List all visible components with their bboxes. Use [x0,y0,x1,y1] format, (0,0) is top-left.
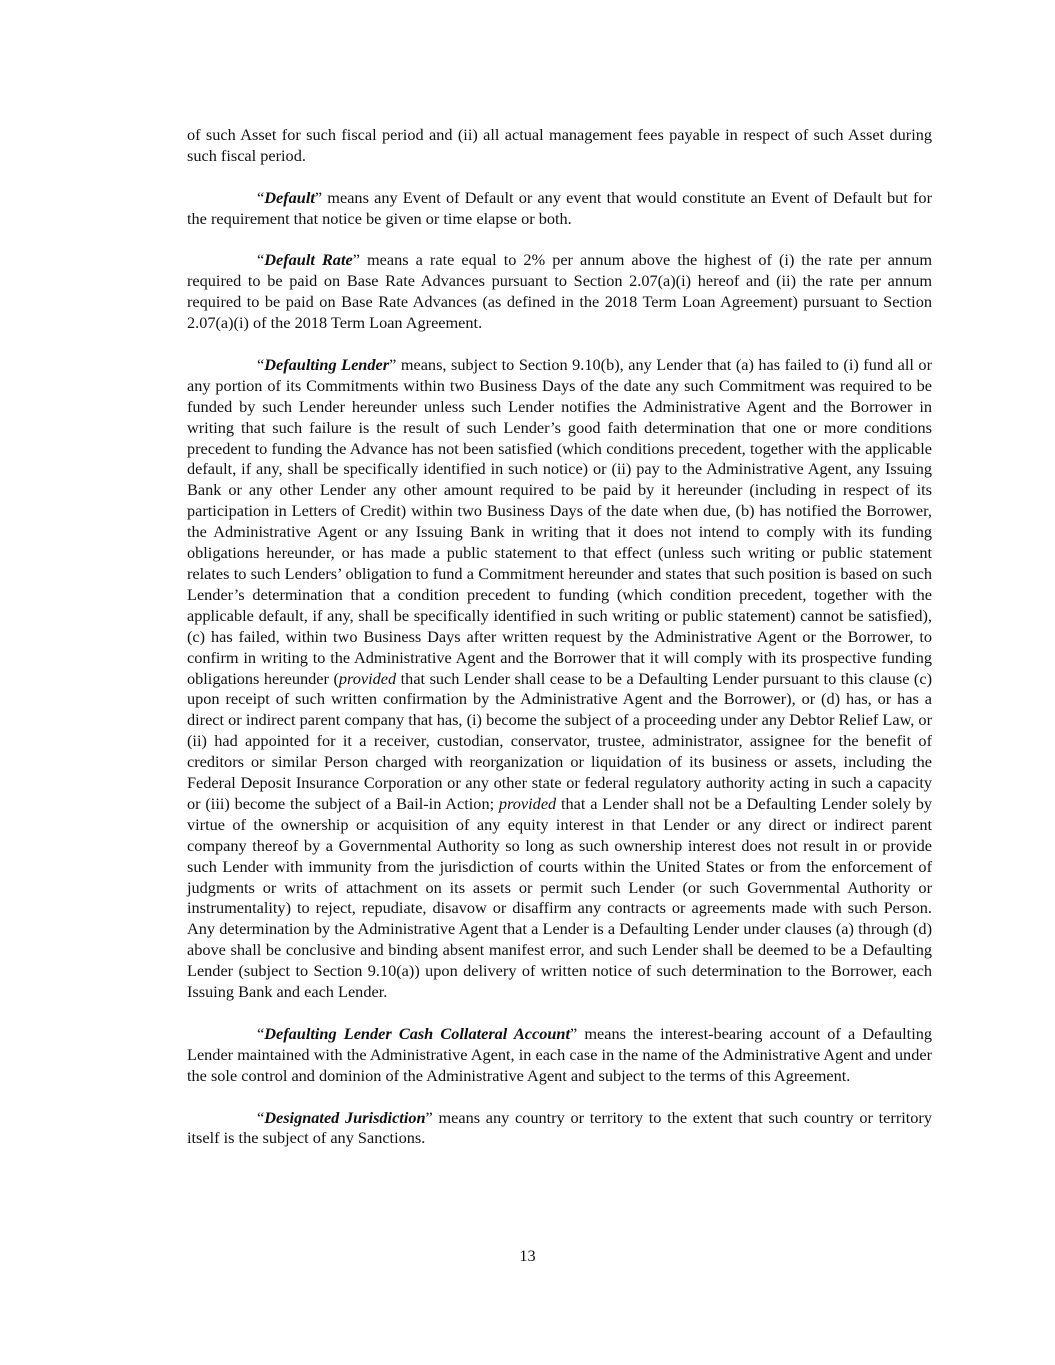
defined-term: Defaulting Lender Cash Collateral Account [264,1023,570,1043]
document-page [187,125,932,1170]
definition-body: means the interest-bearing account of a Defaulting Lender maintained with the Administrative Agent, in each case in the name of the Administrative Agent and under the sole control and dominion of the Administrative Agent and subject to the terms of this Agreement. [187,1023,933,1085]
definition-body-part-2: that such Lender shall cease to be a Defaulting Lender pursuant to this clause (c) upon receipt of such written confirmation by the Administrative Agent and the Borrower), or (d) has, or has a direct or indirect parent company that has, (i) become the subject of a proceeding under any Debtor Relief Law, or (ii) had appointed for it a receiver, custodian, conservator, trustee, administrator, assignee for the benefit of creditors or similar Person charged with reorganization or liquidation of its business or assets, including the Federal Deposit Insurance Corporation or any other state or federal regulatory authority acting in such a capacity or (iii) become the subject of a Bail-in Action; [187,668,932,813]
defined-term: Default [264,187,315,207]
defined-term: Default Rate [264,250,353,270]
provided-italic: provided [338,668,397,688]
continuation-text: of such Asset for such fiscal period and (ii) all actual management fees payable in respect of such Asset during such fiscal period. [187,125,932,165]
provided-italic: provided [498,793,557,813]
paragraph-continuation [187,125,932,167]
close-quote: ” [352,250,360,270]
defined-term: Designated Jurisdiction [264,1107,426,1127]
close-quote: ” [314,187,323,207]
definition-defaulting-lender [187,355,932,1003]
open-quote: “ [257,187,265,207]
close-quote: ” [425,1107,433,1127]
open-quote: “ [257,250,265,270]
definition-body-part-1: means, subject to Section 9.10(b), any Lender that (a) has failed to (i) fund all or any portion of its Commitments within two Business Days of the date any such Commitment was required to be funded by such Lender hereunder unless such Lender notifies the Administrative Agent and the Borrower in writing that such failure is the result of such Lender’s good faith determination that one or more conditions precedent to funding the Advance has not been satisfied (which conditions precedent, together with the applicable default, if any, shall be specifically identified in such notice) or (ii) pay to the Administrative Agent, any Issuing Bank or any other Lender any other amount required to be paid by it hereunder (including in respect of its participation in Letters of Credit) within two Business Days of the date when due, (b) has notified the Borrower, the Administrative Agent or any Issuing Bank in writing that it does not intend to comply with its funding obligations hereunder, or has made a public statement to that effect (unless such writing or public statement relates to such Lenders’ obligation to fund a Commitment hereunder and states that such position is based on such Lender’s determination that a condition precedent to funding (which condition precedent, together with the applicable default, if any, shall be specifically identified in such writing or public statement) cannot be satisfied), (c) has failed, within two Business Days after written request by the Administrative Agent or the Borrower, to confirm in writing to the Administrative Agent and the Borrower that it will comply with its prospective funding obligations hereunder ( [187,354,932,688]
definition-body: means any country or territory to the extent that such country or territory itself is the subject of any Sanctions. [187,1107,932,1148]
definition-designated-jurisdiction [187,1108,932,1150]
open-quote: “ [257,1107,265,1127]
close-quote: ” [389,354,397,374]
open-quote: “ [257,354,265,374]
definition-body: means any Event of Default or any event that would constitute an Event of Default but for the requirement that notice be given or time elapse or both. [187,187,932,228]
close-quote: ” [569,1023,578,1043]
definition-default-rate [187,250,932,334]
definition-body-part-3: that a Lender shall not be a Defaulting Lender solely by virtue of the ownership or acquisition of any equity interest in that Lender or any direct or indirect parent company thereof by a Governmental Authority so long as such ownership interest does not result in or provide such Lender with immunity from the jurisdiction of courts within the United States or from the enforcement of judgments or writs of attachment on its assets or permit such Lender (or such Governmental Authority or instrumentality) to reject, repudiate, disavow or disaffirm any contracts or agreements made with such Person. Any determination by the Administrative Agent that a Lender is a Defaulting Lender under clauses (a) through (d) above shall be conclusive and binding absent manifest error, and such Lender shall be deemed to be a Defaulting Lender (subject to Section 9.10(a)) upon delivery of written notice of such determination to the Borrower, each Issuing Bank and each Lender. [187,793,932,1002]
definition-defaulting-lender-cash-collateral-account [187,1024,932,1087]
page-number: 13 [519,1246,536,1265]
definition-default [187,188,932,230]
defined-term: Defaulting Lender [264,354,390,374]
definition-body: means a rate equal to 2% per annum above the highest of (i) the rate per annum required to be paid on Base Rate Advances pursuant to Section 2.07(a)(i) hereof and (ii) the rate per annum required to be paid on Base Rate Advances (as defined in the 2018 Term Loan Agreement) pursuant to Section 2.07(a)(i) of the 2018 Term Loan Agreement. [187,250,933,333]
open-quote: “ [257,1023,265,1043]
